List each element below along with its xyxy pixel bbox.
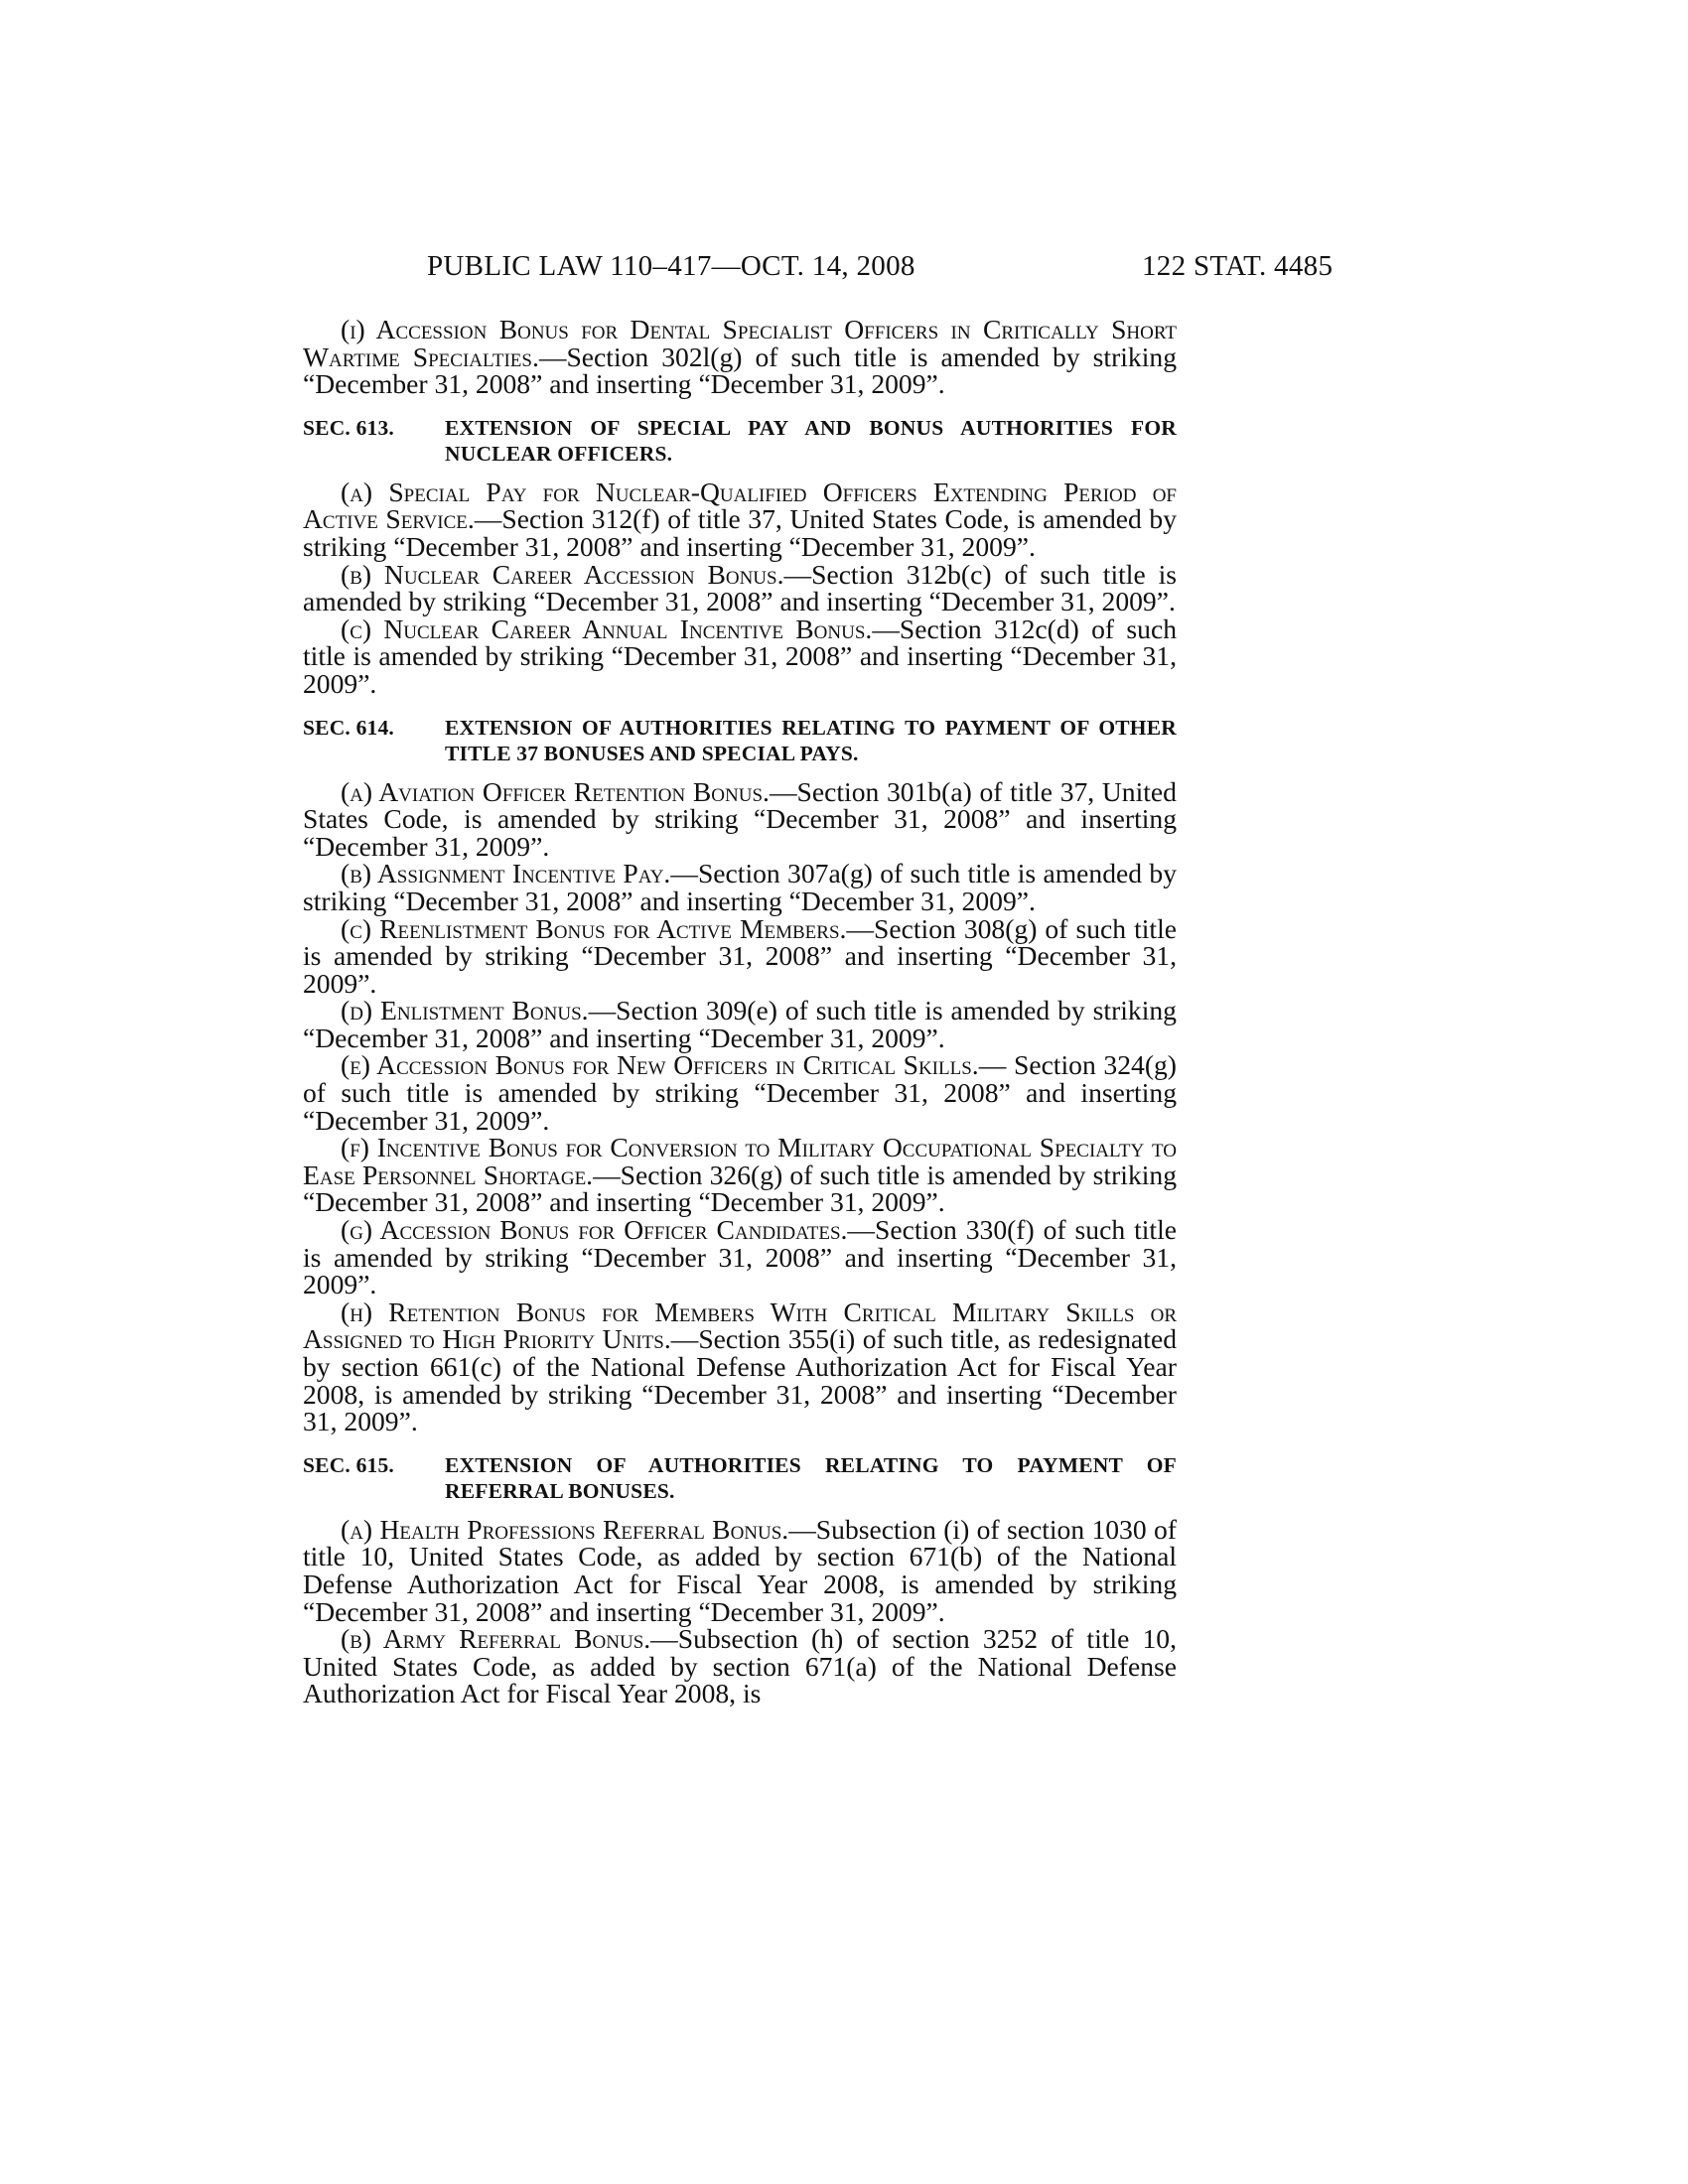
paragraph-614b [303, 860, 1177, 914]
section-number: SEC. 614. [303, 715, 394, 740]
paragraph-613a [303, 478, 1177, 561]
paragraph-text: —Section 308(g) of such title is amended by striking “December 31, 2008” and inserting “December 31, 2009”. [303, 912, 1177, 999]
paragraph-text: —Section 301b(a) of title 37, United States Code, is amended by striking “December 31, 2008” and inserting “December 31, 2009”. [303, 775, 1177, 862]
document-body [303, 316, 1177, 1707]
section-heading-615 [303, 1452, 1177, 1504]
paragraph-text: —Section 309(e) of such title is amended by striking “December 31, 2008” and inserting “December 31, 2009”. [303, 995, 1177, 1053]
section-title: EXTENSION OF AUTHORITIES RELATING TO PAYMENT OF OTHER TITLE 37 BONUSES AND SPECIAL PAYS. [445, 715, 1177, 765]
paragraph-text: —Section 312(f) of title 37, United States Code, is amended by striking “December 31, 2008” and inserting “December 31, 2009”. [303, 503, 1178, 562]
paragraph-613b [303, 558, 1177, 617]
paragraph-text: —Section 312c(d) of such title is amended by striking “December 31, 2008” and inserting “December 31, 2009”. [303, 613, 1177, 699]
paragraph-heading: (a) Health Professions Referral Bonus. [341, 1513, 789, 1545]
paragraph-heading: (a) Aviation Officer Retention Bonus. [341, 775, 770, 807]
paragraph-text: —Subsection (h) of section 3252 of title 10, United States Code, as added by section 671(a) of the National Defense Authorization Act for Fiscal Year 2008, is [303, 1623, 1177, 1709]
paragraph-text: —Section 355(i) of such title, as redesignated by section 661(c) of the National Defense Authorization Act for Fiscal Year 2008, is amended by striking “December 31, 2008” and inserting “December 31, 2009”. [303, 1323, 1177, 1437]
section-number: SEC. 615. [303, 1452, 394, 1477]
paragraph-615b [303, 1625, 1177, 1707]
paragraph-614h [303, 1298, 1177, 1435]
paragraph-heading: (c) Nuclear Career Annual Incentive Bonus. [341, 613, 873, 644]
paragraph-614c [303, 912, 1177, 999]
paragraph-heading: (b) Army Referral Bonus. [341, 1623, 651, 1655]
paragraph-heading: (g) Accession Bonus for Officer Candidates. [341, 1214, 848, 1246]
paragraph-614f [303, 1134, 1177, 1216]
paragraph-heading: (e) Accession Bonus for New Officers in Critical Skills. [341, 1049, 979, 1081]
paragraph-heading: (d) Enlistment Bonus. [341, 995, 589, 1026]
paragraph-text: —Section 302l(g) of such title is amended by striking “December 31, 2008” and inserting “December 31, 2009”. [303, 341, 1177, 400]
paragraph-614e [303, 1051, 1177, 1134]
section-title: EXTENSION OF SPECIAL PAY AND BONUS AUTHORITIES FOR NUCLEAR OFFICERS. [445, 415, 1177, 466]
paragraph-text: —Section 312b(c) of such title is amended by striking “December 31, 2008” and inserting “December 31, 2009”. [303, 558, 1177, 617]
paragraph-i [303, 316, 1177, 398]
paragraph-heading: (h) Retention Bonus for Members With Critical Military Skills or Assigned to High Priority Units. [303, 1296, 1177, 1355]
paragraph-614d [303, 997, 1177, 1051]
paragraph-heading: (b) Assignment Incentive Pay. [341, 858, 671, 889]
paragraph-heading: (b) Nuclear Career Accession Bonus. [341, 558, 784, 590]
paragraph-text: —Section 326(g) of such title is amended by striking “December 31, 2008” and inserting “December 31, 2009”. [303, 1159, 1177, 1218]
paragraph-614a [303, 775, 1177, 862]
paragraph-heading: (i) Accession Bonus for Dental Specialist Officers in Critically Short Wartime Specialties. [303, 314, 1177, 372]
paragraph-heading: (a) Special Pay for Nuclear-Qualified Officers Extending Period of Active Service. [303, 476, 1177, 535]
paragraph-text: — Section 324(g) of such title is amended by striking “December 31, 2008” and inserting “December 31, 2009”. [303, 1049, 1177, 1136]
paragraph-heading: (f) Incentive Bonus for Conversion to Military Occupational Specialty to Ease Personnel Shortage. [303, 1132, 1177, 1190]
paragraph-text: —Section 330(f) of such title is amended by striking “December 31, 2008” and inserting “December 31, 2009”. [303, 1214, 1177, 1300]
running-header [0, 250, 1688, 290]
paragraph-613c [303, 615, 1177, 698]
paragraph-text: —Section 307a(g) of such title is amended by striking “December 31, 2008” and inserting “December 31, 2009”. [303, 858, 1177, 916]
public-law-citation: PUBLIC LAW 110–417—OCT. 14, 2008 [427, 250, 915, 282]
section-number: SEC. 613. [303, 415, 394, 440]
statute-page-number: 122 STAT. 4485 [1142, 250, 1334, 282]
paragraph-614g [303, 1216, 1177, 1298]
paragraph-text: —Subsection (i) of section 1030 of title 10, United States Code, as added by section 671(b) of the National Defense Authorization Act for Fiscal Year 2008, is amended by striking “December 31, 2008” and inserting “December 31, 2009”. [303, 1513, 1177, 1627]
section-title: EXTENSION OF AUTHORITIES RELATING TO PAYMENT OF REFERRAL BONUSES. [445, 1452, 1177, 1503]
paragraph-615a [303, 1513, 1177, 1627]
paragraph-heading: (c) Reenlistment Bonus for Active Members. [341, 912, 847, 944]
section-heading-614 [303, 715, 1177, 766]
section-heading-613 [303, 415, 1177, 467]
